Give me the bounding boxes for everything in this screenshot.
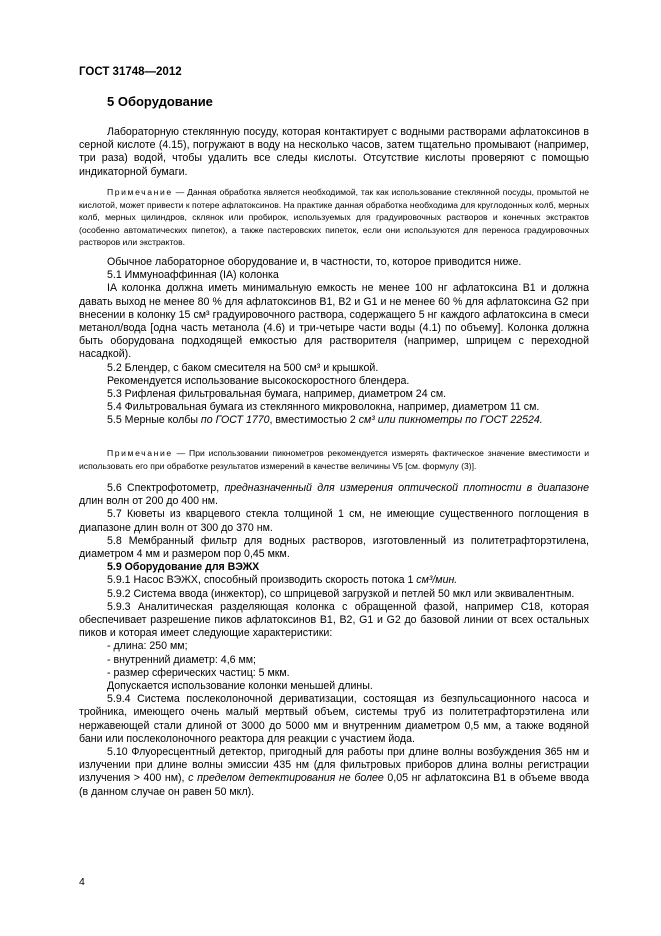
equipment-list: [79, 256, 589, 428]
item-5-2-note: Рекомендуется использование высокоскоростного блендера.: [107, 374, 410, 387]
item-5-10: [79, 746, 589, 799]
item-5-9: 5.9 Оборудование для ВЭЖХ: [107, 561, 260, 574]
section-title: 5 Оборудование: [107, 94, 213, 109]
item-5-8: 5.8 Мембранный фильтр для водных растворов, изготовленный из политетрафторэтилена, диаметром 4 мм и размером пор 0,45 мкм.: [79, 534, 589, 561]
standard-header: ГОСТ 31748—2012: [79, 66, 182, 78]
paragraph-glassware: Лабораторную стеклянную посуду, которая контактирует с водными растворами афлатоксинов в серной кислоте (4.15), погружают в воду на несколько часов, затем тщательно промывают (например, три раза) водой, чтобы удалить все следы кислоты. Отсутствие кислоты проверяют с помощью индикаторной бумаги.: [79, 126, 589, 178]
item-5-1: 5.1 Иммуноаффинная (IA) колонка: [107, 269, 279, 282]
item-5-9-1: [79, 574, 589, 587]
item-5-5-d: см³ или пикнометры по ГОСТ 22524.: [358, 414, 543, 427]
item-5-10-c: 0,05 нг афлатоксина B1 в объеме ввода (в данном случае он равен 50 мкл).: [79, 772, 589, 798]
note-text: — Данная обработка является необходимой, так как использование стеклянной посуды, промытой не кислотой, может привести к потере афлатоксинов. На практике данная обработка необходима для круглодонных колб, мерных колб, мерных цилиндров, склянок или пробирок, используемых для градуировочных растворов и конечных экстрактов (особенно автоматических пипеток), а также пастеровских пипеток, если они используются для переноса градуировочных растворов или экстрактов.: [79, 187, 589, 248]
paragraph-general: Обычное лабораторное оборудование и, в частности, то, которое приводится ниже.: [107, 256, 522, 268]
note-1: [79, 186, 589, 249]
item-5-6-b: предназначенный для измерения оптической плотности в диапазоне: [224, 482, 589, 494]
item-5-9-3-note: Допускается использование колонки меньшей длины.: [107, 680, 373, 693]
item-5-9-2: 5.9.2 Система ввода (инжектор), со шприцевой загрузкой и петлей 50 мкл или эквивалентным.: [107, 587, 575, 600]
item-5-5-c: , вместимостью 2: [269, 414, 359, 427]
list-item: - длина: 250 мм;: [107, 640, 188, 653]
item-5-10-a: 5.10 Флуоресцентный детектор, пригодный для работы при длине волны возбуждения 365 нм и излучении при длине волны эмиссии 435 нм (для фильтровых приборов длина волны регистрации излучения > 400 нм),: [79, 746, 589, 785]
note2-text: — При использовании пикнометров рекомендуется измерять фактическое значение вместимости и использовать его при обработке результатов измерений в качестве величины V5 [см. формулу (3)].: [79, 448, 589, 471]
item-5-5: [79, 414, 589, 427]
item-5-9-1-b: см³/мин.: [416, 574, 458, 587]
note-label: Примечание: [107, 187, 173, 197]
item-5-5-a: 5.5 Мерные колбы: [107, 414, 201, 427]
item-5-6: [79, 482, 589, 508]
page-number: 4: [79, 876, 85, 888]
intro-paragraph: [79, 126, 589, 179]
item-5-6-a: 5.6 Спектрофотометр,: [107, 482, 225, 494]
item-5-3: 5.3 Рифленая фильтровальная бумага, например, диаметром 24 см.: [107, 388, 447, 401]
note-2: [79, 447, 589, 472]
item-5-9-1-a: 5.9.1 Насос ВЭЖХ, способный производить скорость потока 1: [107, 574, 417, 587]
list-item: - размер сферических частиц: 5 мкм.: [107, 666, 290, 679]
item-5-5-b: по ГОСТ 1770: [200, 414, 270, 427]
item-5-9-3: 5.9.3 Аналитическая разделяющая колонка с обращенной фазой, например C18, которая обеспечивает разрешение пиков афлатоксинов B1, B2, G1 и G2 до базовой линии от всех остальных пиков и которая имеет следующие характеристики:: [79, 600, 589, 640]
item-5-9-4: 5.9.4 Система послеколоночной дериватизации, состоящая из безпульсационного насоса и тройника, имеющего очень малый мертвый объем, системы труб из политетрафторэтилена или нержавеющей стали длиной от 3000 до 5000 мм и внутренним диаметром 0,5 мм, а также водяной бани или послеколоночного реактора для реакции с участием йода.: [79, 693, 589, 745]
list-item: - внутренний диаметр: 4,6 мм;: [107, 653, 256, 666]
item-5-10-b: с пределом детектирования не более: [188, 772, 384, 785]
note2-label: Примечание: [107, 448, 173, 458]
item-5-2: 5.2 Блендер, с баком смесителя на 500 см³ и крышкой.: [107, 361, 379, 374]
item-5-1-text: IA колонка должна иметь минимальную емкость не менее 100 нг афлатоксина B1 и должна давать выход не менее 80 % для афлатоксинов B1, B2 и G1 и не менее 60 % для афлатоксина G2 при внесении в колонку 15 см³ градуировочного раствора, содержащего 5 нг каждого афлатоксина в смеси метанол/вода [одна часть метанола (4.6) и три-четыре части воды (4.1) по объему]. Колонка должна быть оборудована подходящей емкостью для растворителя (например, шприцем с переходной насадкой).: [79, 282, 589, 361]
equipment-list-2: [79, 482, 589, 799]
item-5-6-c: длин волн от 200 до 400 нм.: [79, 495, 219, 508]
item-5-4: 5.4 Фильтровальная бумага из стеклянного микроволокна, например, диаметром 11 см.: [107, 401, 540, 414]
item-5-7: 5.7 Кюветы из кварцевого стекла толщиной 1 см, не имеющие существенного поглощения в диапазоне длин волн от 300 до 370 нм.: [79, 508, 589, 534]
